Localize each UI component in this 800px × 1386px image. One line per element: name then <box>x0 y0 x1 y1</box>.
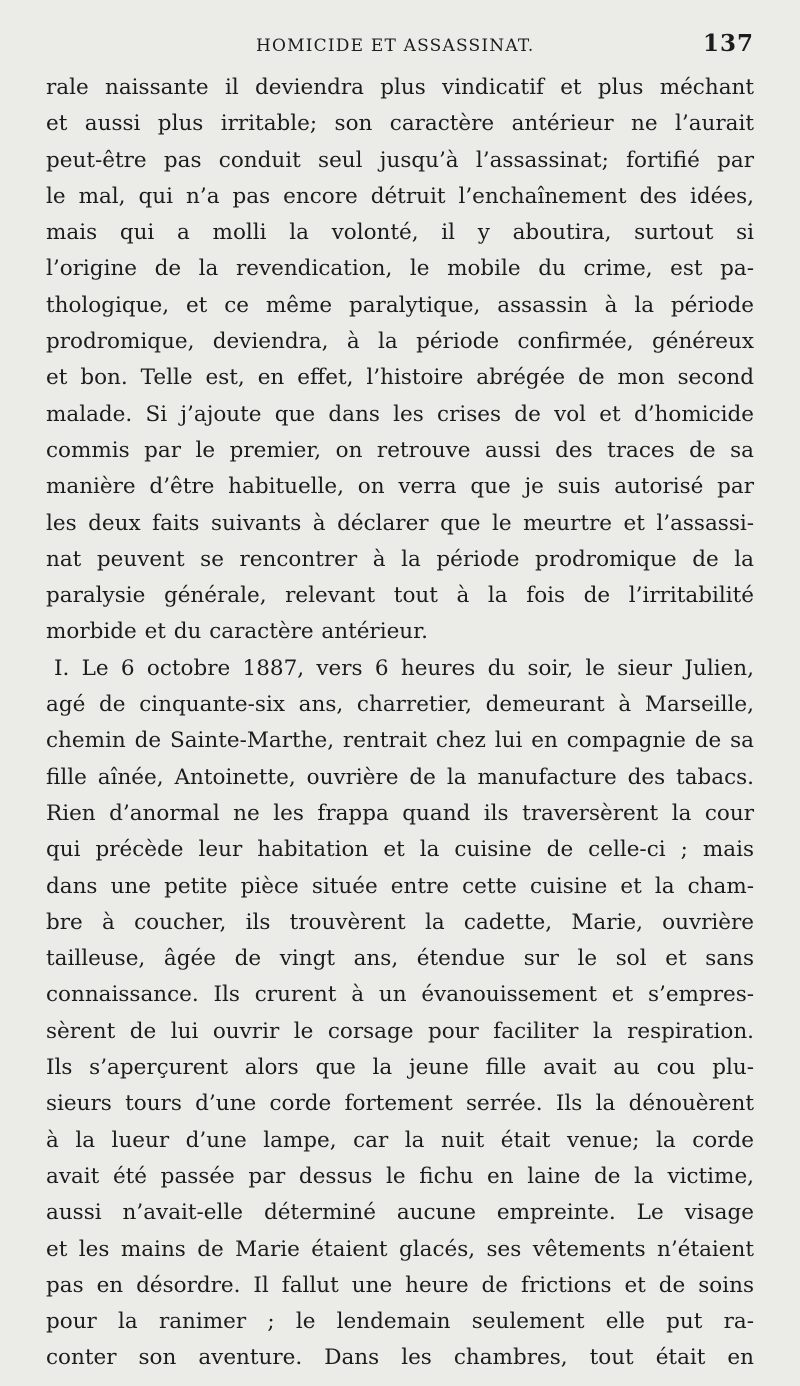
text-line: rale naissante il deviendra plus vindicatif et plus méchant <box>46 75 754 100</box>
text-line: Ils s’aperçurent alors que la jeune fille avait au cou plu- <box>46 1055 754 1081</box>
text-line: malade. Si j’ajoute que dans les crises de vol et d’homicide <box>46 401 754 427</box>
text-line: sèrent de lui ouvrir le corsage pour faciliter la respiration. <box>46 1018 754 1044</box>
text-line: mais qui a molli la volonté, il y aboutira, surtout si <box>46 220 754 246</box>
text-line: qui précède leur habitation et la cuisine de celle-ci ; mais <box>46 837 754 863</box>
text-line: pas en désordre. Il fallut une heure de frictions et de soins <box>46 1272 754 1298</box>
text-line: chemin de Sainte-Marthe, rentrait chez lui en compagnie de sa <box>46 728 754 754</box>
text-line: à la lueur d’une lampe, car la nuit était venue; la corde <box>46 1127 754 1153</box>
text-line: Rien d’anormal ne les frappa quand ils traversèrent la cour <box>46 800 754 826</box>
text-line: connaissance. Ils crurent à un évanouissement et s’empres- <box>46 982 754 1008</box>
text-line: dans une petite pièce située entre cette cuisine et la cham- <box>46 873 754 899</box>
text-line: et bon. Telle est, en effet, l’histoire abrégée de mon second <box>46 365 754 391</box>
text-line: avait été passée par dessus le fichu en laine de la victime, <box>46 1163 754 1189</box>
text-line: thologique, et ce même paralytique, assassin à la période <box>46 292 754 318</box>
running-head: HOMICIDE ET ASSASSINAT. <box>256 36 535 56</box>
text-line: prodromique, deviendra, à la période confirmée, généreux <box>46 329 754 355</box>
page-header <box>46 28 754 70</box>
text-line: nat peuvent se rencontrer à la période prodromique de la <box>46 546 754 572</box>
text-line: les deux faits suivants à déclarer que le meurtre et l’assassi- <box>46 510 754 536</box>
page-number: 137 <box>702 30 754 57</box>
text-line: aussi n’avait-elle déterminé aucune empreinte. Le visage <box>46 1200 754 1226</box>
text-line: commis par le premier, on retrouve aussi des traces de sa <box>46 437 754 463</box>
text-line: bre à coucher, ils trouvèrent la cadette, Marie, ouvrière <box>46 909 754 935</box>
text-line: conter son aventure. Dans les chambres, tout était en <box>46 1345 754 1371</box>
text-line: I. Le 6 octobre 1887, vers 6 heures du soir, le sieur Julien, <box>54 655 754 681</box>
text-line: et les mains de Marie étaient glacés, ses vêtements n’étaient <box>46 1236 754 1262</box>
text-line: l’origine de la revendication, le mobile du crime, est pa- <box>46 256 754 282</box>
text-line: agé de cinquante-six ans, charretier, demeurant à Marseille, <box>46 692 754 718</box>
text-line: fille aînée, Antoinette, ouvrière de la manufacture des tabacs. <box>46 764 754 790</box>
text-line: paralysie générale, relevant tout à la fois de l’irritabilité <box>46 583 754 609</box>
text-line: sieurs tours d’une corde fortement serrée. Ils la dénouèrent <box>46 1091 754 1117</box>
text-line: morbide et du caractère antérieur. <box>46 619 428 645</box>
text-line: tailleuse, âgée de vingt ans, étendue sur le sol et sans <box>46 946 754 972</box>
text-line: manière d’être habituelle, on verra que je suis autorisé par <box>46 474 754 500</box>
text-line: peut-être pas conduit seul jusqu’à l’assassinat; fortifié par <box>46 147 754 173</box>
text-line: et aussi plus irritable; son caractère antérieur ne l’aurait <box>46 111 754 137</box>
text-line: pour la ranimer ; le lendemain seulement elle put ra- <box>46 1309 754 1335</box>
text-line: le mal, qui n’a pas encore détruit l’enchaînement des idées, <box>46 183 754 209</box>
body-text <box>46 70 754 1377</box>
